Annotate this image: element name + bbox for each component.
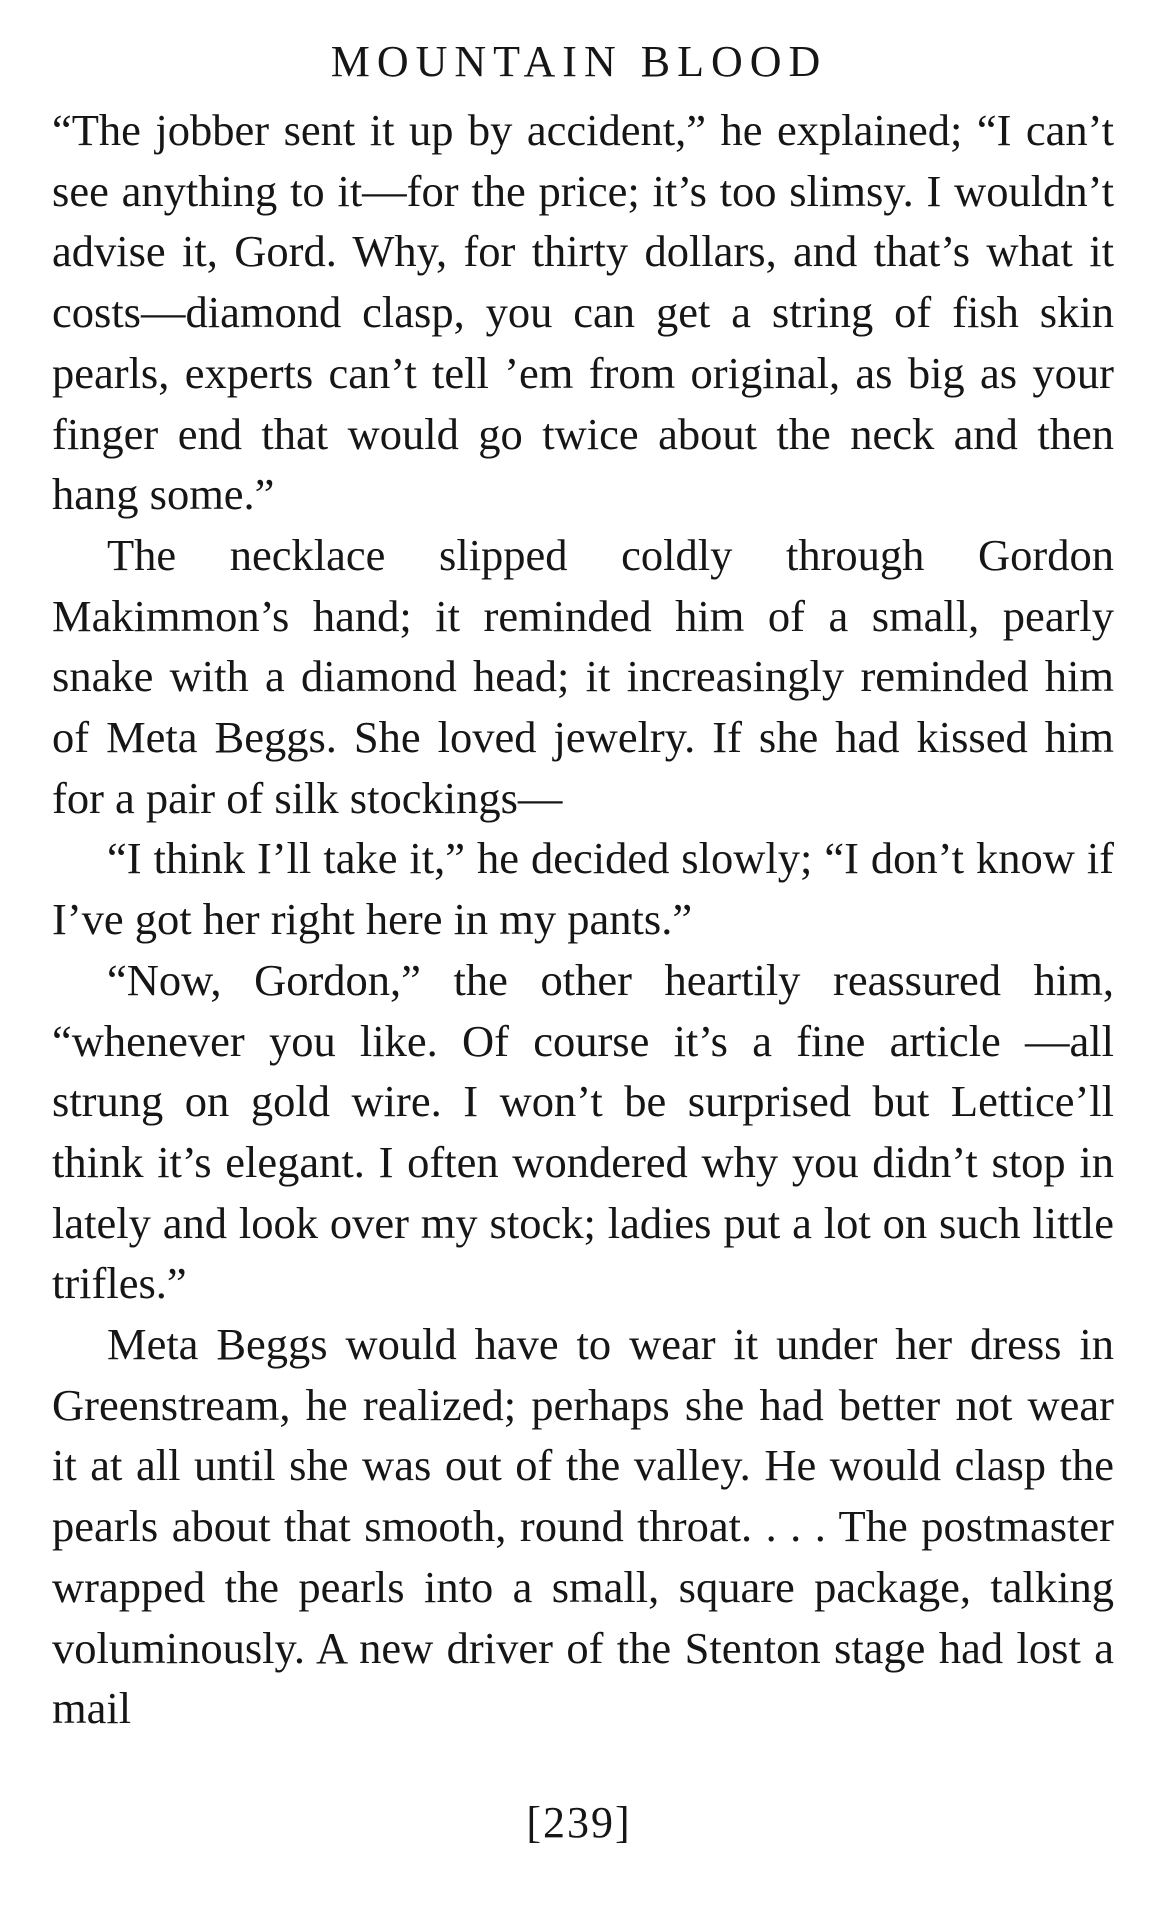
- paragraph-1: “The jobber sent it up by accident,” he explained; “I can’t see anything to it—for the price; it’s too slimsy. I wouldn’t advise it, Gord. Why, for thirty dollars, and that’s what it costs—diamond clasp, you can get a string of fish skin pearls, experts can’t tell ’em from original, as big as your finger end that would go twice about the neck and then hang some.”: [52, 105, 1114, 520]
- paragraph-5: Meta Beggs would have to wear it under her dress in Greenstream, he realized; perhaps she had better not wear it at all until she was out of the valley. He would clasp the pearls about that smooth, round throat. . . . The postmaster wrapped the pearls into a small, square package, talking voluminously. A new driver of the Stenton stage had lost a mail: [52, 1319, 1114, 1734]
- paragraph-2: The necklace slipped coldly through Gordon Makimmon’s hand; it reminded him of a small, pearly snake with a diamond head; it increasingly reminded him of Meta Beggs. She loved jewelry. If she had kissed him for a pair of silk stockings—: [52, 529, 1114, 823]
- body-text: [52, 100, 1114, 1739]
- page-number: [239]: [526, 1798, 632, 1847]
- paragraph-3: “I think I’ll take it,” he decided slowly; “I don’t know if I’ve got her right here in my pants.”: [52, 833, 1114, 945]
- running-head: MOUNTAIN BLOOD: [330, 37, 828, 86]
- paragraph-4: “Now, Gordon,” the other heartily reassured him, “whenever you like. Of course it’s a fine article —all strung on gold wire. I won’t be surprised but Lettice’ll think it’s elegant. I often wondered why you didn’t stop in lately and look over my stock; ladies put a lot on such little trifles.”: [52, 954, 1114, 1309]
